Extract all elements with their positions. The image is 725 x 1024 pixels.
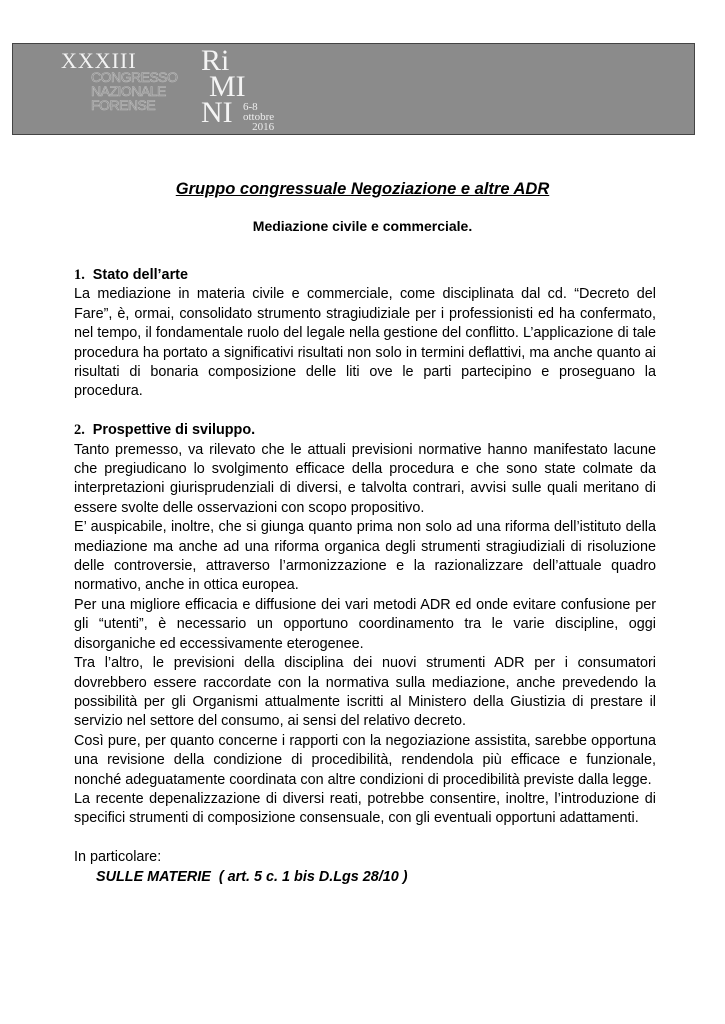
paragraph: Così pure, per quanto concerne i rapporti con la negoziazione assistita, sarebbe opportuna una revisione della condizione di procedibilità, rendendola più efficace e funzionale, nonché adeguatamente coordinata con altre condizioni di procedibilità previste dalla legge. bbox=[74, 732, 656, 788]
event-line: CONGRESSO bbox=[91, 69, 178, 85]
section-title: Prospettive di sviluppo. bbox=[92, 422, 256, 439]
city-line: NI bbox=[201, 96, 233, 129]
city-line: MI bbox=[209, 70, 246, 103]
section-title: Stato dell’arte bbox=[92, 267, 188, 283]
event-dates bbox=[243, 102, 274, 132]
materie-heading: SULLE MATERIE ( art. 5 c. 1 bis D.Lgs 28/10 ) bbox=[96, 868, 408, 885]
document-body bbox=[74, 266, 656, 887]
paragraph: Per una migliore efficacia e diffusione dei vari metodi ADR ed onde evitare confusione per gli “utenti”, è necessario un opportuno coordinamento tra le varie discipline, oggi disorganiche ed eccessivamente eterogenee. bbox=[74, 596, 656, 652]
event-line: FORENSE bbox=[91, 97, 156, 113]
edition-label: XXXIII bbox=[61, 48, 137, 73]
paragraph: E’ auspicabile, inoltre, che si giunga quanto prima non solo ad una riforma dell’istituto della mediazione ma anche ad una riforma organica degli strumenti stragiudiziali di risoluzione delle controversie, attraverso l’armonizzazione e la razionalizzare dell’attuale quadro normativo, anche in ottica europea. bbox=[74, 519, 656, 594]
event-line: NAZIONALE bbox=[91, 83, 166, 99]
paragraph: La mediazione in materia civile e commerciale, come disciplinata dal cd. “Decreto del Fare”, è, ormai, consolidato strumento stragiudiziale per i professionisti ed ha confermato, nel tempo, il fondamentale ruolo del legale nella gestione del conflitto. L’applicazione di tale procedura ha portato a significativi risultati non solo in termini deflattivi, ma anche quanto ai risultati di bonaria composizione delle liti ove le parti partecipino e proseguano la procedura. bbox=[74, 286, 656, 400]
paragraph: La recente depenalizzazione di diversi reati, potrebbe consentire, inoltre, l’introduzione di specifici strumenti di composizione consensuale, con gli eventuali opportuni adattamenti. bbox=[74, 790, 656, 827]
document-subtitle: Mediazione civile e commerciale. bbox=[252, 218, 473, 234]
section-heading bbox=[74, 421, 656, 440]
city-line: Ri bbox=[201, 44, 230, 77]
date-line: 2016 bbox=[252, 121, 275, 133]
in-particolare-label: In particolare: bbox=[74, 849, 162, 866]
section-number: 1. bbox=[74, 267, 85, 283]
city-logo bbox=[201, 44, 246, 129]
paragraph: Tra l’altro, le previsioni della disciplina dei nuovi strumenti ADR per i consumatori dovrebbero essere raccordate con la normativa sulla mediazione, anche prevedendo la possibilità per gli Organismi attualmente iscritti al Ministero della Giustizia di prestare il servizio nel settore del consumo, ai sensi del relativo decreto. bbox=[74, 655, 656, 730]
date-line: 6-8 bbox=[243, 101, 258, 113]
event-name bbox=[91, 70, 178, 112]
paragraph: Tanto premesso, va rilevato che le attuali previsioni normative hanno manifestato lacune che pregiudicano lo svolgimento efficace della procedura e che sono state colmate da interpretazioni giurisprudenziali di diversi, e talvolta contrari, avvisi sulle quali meritano di essere svolte delle osservazioni con scopo propositivo. bbox=[74, 441, 656, 516]
congress-banner bbox=[12, 43, 695, 135]
section-heading bbox=[74, 266, 656, 285]
date-line: ottobre bbox=[243, 111, 275, 123]
section-number: 2. bbox=[74, 422, 85, 439]
document-title: Gruppo congressuale Negoziazione e altre ADR bbox=[175, 180, 550, 198]
